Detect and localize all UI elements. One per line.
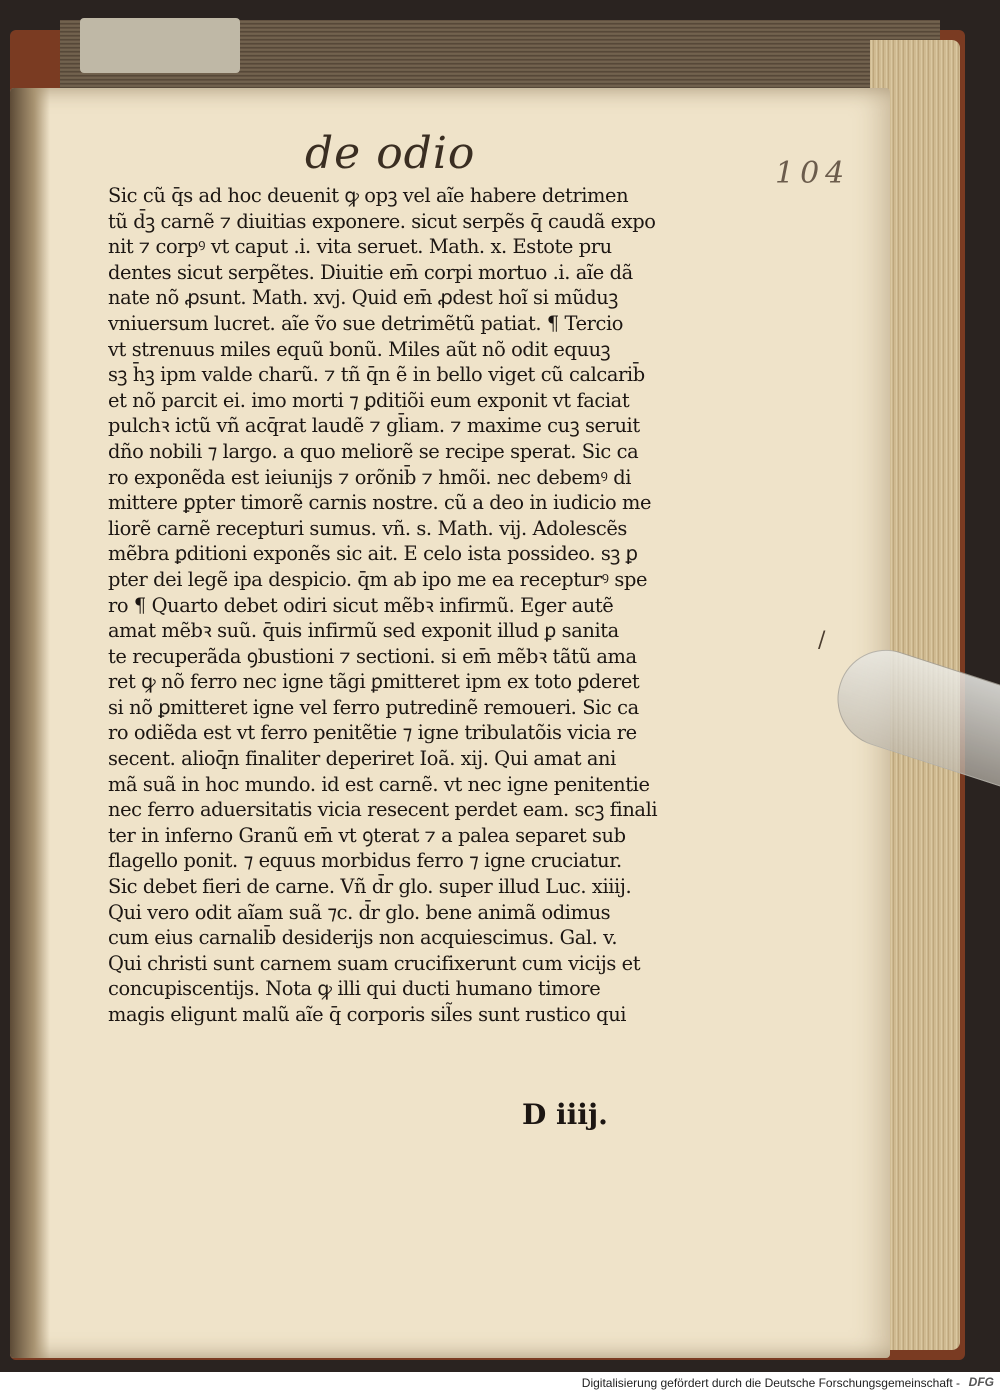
text-line: ter in inferno Granũ em̄ vt ꝯterat ⁊ a palea separet sub bbox=[108, 823, 626, 847]
handwritten-heading: de odio bbox=[305, 128, 476, 179]
text-line: ro odiẽda est vt ferro penitẽtie ⁊ igne tribulatõis vicia re bbox=[108, 721, 637, 745]
digitization-credit: Digitalisierung gefördert durch die Deutsche Forschungsgemeinschaft - bbox=[581, 1376, 960, 1390]
text-line: flagello ponit. ⁊ equus morbidus ferro ⁊ igne cruciatur. bbox=[108, 849, 622, 873]
signature-mark: D iiij. bbox=[522, 1098, 608, 1131]
book-page bbox=[10, 88, 890, 1358]
text-line: et nõ parcit ei. imo morti ⁊ ꝑditiõi eum exponit vt faciat bbox=[108, 388, 630, 412]
dfg-logo: DFG bbox=[968, 1375, 994, 1389]
text-line: te recuperãda ꝯbustioni ⁊ sectioni. si em̄ mẽbꝛ tãtũ ama bbox=[108, 644, 637, 668]
text-line: amat mẽbꝛ suũ. q̄uis infirmũ sed exponit illud ꝑ sanita bbox=[108, 619, 619, 643]
text-line: si nõ ꝑmitteret igne vel ferro putredinẽ remoueri. Sic ca bbox=[108, 695, 639, 719]
footer-bar bbox=[0, 1372, 1000, 1395]
text-line: pter dei legẽ ipa despicio. q̄m ab ipo me ea recepturꝰ spe bbox=[108, 567, 648, 591]
text-line: cum eius carnalib̄ desiderijs non acquiescimus. Gal. v. bbox=[108, 926, 618, 950]
page-gutter bbox=[10, 88, 50, 1358]
text-line: dño nobili ⁊ largo. a quo meliorẽ se recipe sperat. Sic ca bbox=[108, 439, 639, 463]
folio-number: 104 bbox=[775, 156, 851, 191]
spine-label bbox=[80, 18, 240, 73]
text-line: nit ⁊ corpꝰ vt caput .i. vita seruet. Math. x. Estote pru bbox=[108, 235, 612, 259]
text-line: nate nõ ꝓsunt. Math. xvj. Quid em̄ ꝓdest hoĩ si mũduꝫ bbox=[108, 286, 618, 310]
text-line: sꝫ h̄ꝫ ipm valde charũ. ⁊ tñ q̄n ẽ in bello viget cũ calcarib̄ bbox=[108, 363, 645, 387]
text-line: Qui vero odit aĩam suã ⁊c. d̄r glo. bene animã odimus bbox=[108, 900, 611, 924]
text-line: liorẽ carnẽ recepturi sumus. vñ. s. Math. vij. Adolescẽs bbox=[108, 516, 627, 540]
text-line: ro ¶ Quarto debet odiri sicut mẽbꝛ infirmũ. Eger autẽ bbox=[108, 593, 614, 617]
text-line: mittere ꝑpter timorẽ carnis nostre. cũ a deo in iudicio me bbox=[108, 491, 652, 515]
text-line: pulchꝛ ictũ vñ acq̄rat laudẽ ⁊ gl̄iam. ⁊ maxime cuꝫ seruit bbox=[108, 414, 640, 438]
text-line: ro exponẽda est ieiunijs ⁊ orõnib̄ ⁊ hmõi. nec debemꝰ di bbox=[108, 465, 632, 489]
text-line: magis eligunt malũ aĩe q̄ corporis sil̃es sunt rustico qui bbox=[108, 1003, 627, 1026]
text-line: nec ferro aduersitatis vicia resecent perdet eam. scꝫ finali bbox=[108, 798, 658, 822]
margin-mark: / bbox=[818, 628, 826, 653]
text-block bbox=[108, 183, 728, 1028]
text-line: Sic cũ q̄s ad hoc deuenit ꝙ opꝫ vel aĩe habere detrimen bbox=[108, 184, 629, 207]
text-line: vt strenuus miles equũ bonũ. Miles aũt nõ odit equuꝫ bbox=[108, 337, 611, 361]
text-line: Qui christi sunt carnem suam crucifixerunt cum vicijs et bbox=[108, 951, 641, 975]
text-line: mẽbra ꝑditioni exponẽs sic ait. E celo ista possideo. sꝫ ꝑ bbox=[108, 542, 638, 566]
text-line: Sic debet fieri de carne. Vñ d̄r glo. super illud Luc. xiiij. bbox=[108, 875, 632, 899]
text-line: concupiscentijs. Nota ꝙ illi qui ducti humano timore bbox=[108, 977, 601, 1001]
text-line: secent. alioq̄n finaliter deperiret Ioã. xij. Qui amat ani bbox=[108, 747, 616, 771]
text-line: vniuersum lucret. aĩe ṽo sue detrimẽtũ patiat. ¶ Tercio bbox=[108, 311, 624, 335]
text-line: ret ꝙ nõ ferro nec igne tãgi ꝑmitteret ipm ex toto ꝑderet bbox=[108, 670, 640, 694]
text-line: dentes sicut serpẽtes. Diuitie em̄ corpi mortuo .i. aĩe dã bbox=[108, 260, 633, 284]
text-line: tũ d̄ꝫ carnẽ ⁊ diuitias exponere. sicut serpẽs q̄ caudã expo bbox=[108, 209, 656, 233]
text-line: mã suã in hoc mundo. id est carnẽ. vt nec igne penitentie bbox=[108, 772, 650, 796]
